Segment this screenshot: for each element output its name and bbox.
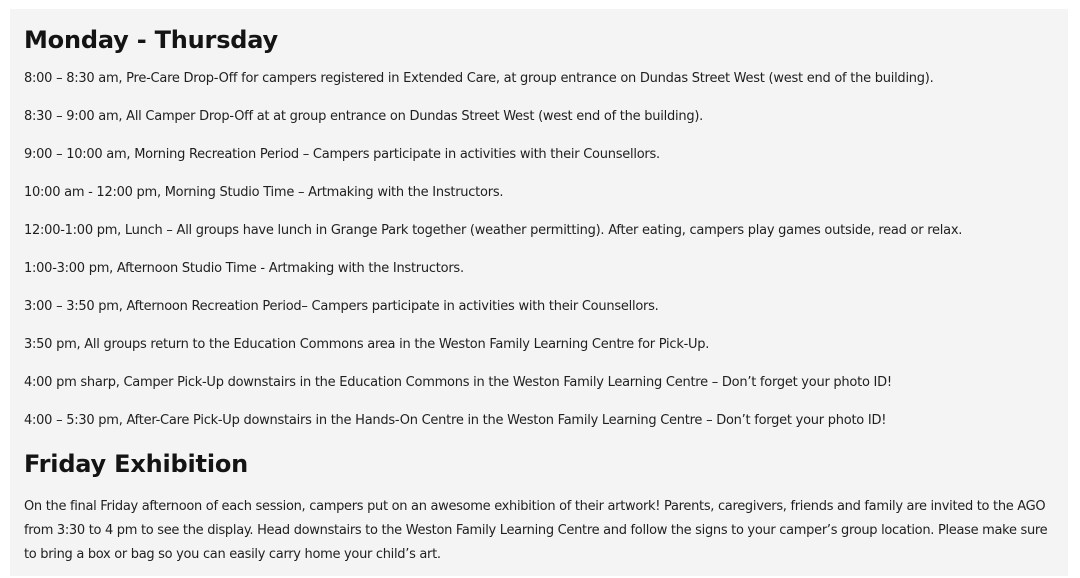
schedule-item-9: 4:00 pm sharp, Camper Pick-Up downstairs in the Education Commons in the Weston Family Learning Centre – Don’t forget your photo ID! (24, 375, 892, 390)
schedule-item-4: 10:00 am - 12:00 pm, Morning Studio Time – Artmaking with the Instructors. (24, 185, 504, 200)
schedule-item-10: 4:00 – 5:30 pm, After-Care Pick-Up downstairs in the Hands-On Centre in the Weston Family Learning Centre – Don’t forget your photo ID! (24, 413, 887, 428)
schedule-item-8: 3:50 pm, All groups return to the Education Commons area in the Weston Family Learning Centre for Pick-Up. (24, 337, 710, 352)
friday-exhibition-text: On the final Friday afternoon of each session, campers put on an awesome exhibition of their artwork! Parents, caregivers, friends and family are invited to the AGO from 3:30 to 4 pm to see the display. Head downstairs to the Weston Family Learning Centre and follow the signs to your camper’s group location. Please make sure to bring a box or bag so you can easily carry home your child’s art. (24, 499, 1048, 562)
monday-thursday-heading: Monday - Thursday (24, 26, 278, 54)
schedule-item-1: 8:00 – 8:30 am, Pre-Care Drop-Off for campers registered in Extended Care, at group entrance on Dundas Street West (west end of the building). (24, 71, 934, 86)
schedule-item-5: 12:00-1:00 pm, Lunch – All groups have lunch in Grange Park together (weather permitting). After eating, campers play games outside, read or relax. (24, 223, 963, 238)
content-panel (10, 9, 1068, 576)
schedule-item-3: 9:00 – 10:00 am, Morning Recreation Period – Campers participate in activities with their Counsellors. (24, 147, 660, 162)
schedule-item-7: 3:00 – 3:50 pm, Afternoon Recreation Period– Campers participate in activities with their Counsellors. (24, 299, 659, 314)
schedule-item-6: 1:00-3:00 pm, Afternoon Studio Time - Artmaking with the Instructors. (24, 261, 464, 276)
schedule-item-2: 8:30 – 9:00 am, All Camper Drop-Off at at group entrance on Dundas Street West (west end of the building). (24, 109, 704, 124)
schedule-list (24, 71, 962, 451)
friday-exhibition-heading: Friday Exhibition (24, 450, 249, 478)
